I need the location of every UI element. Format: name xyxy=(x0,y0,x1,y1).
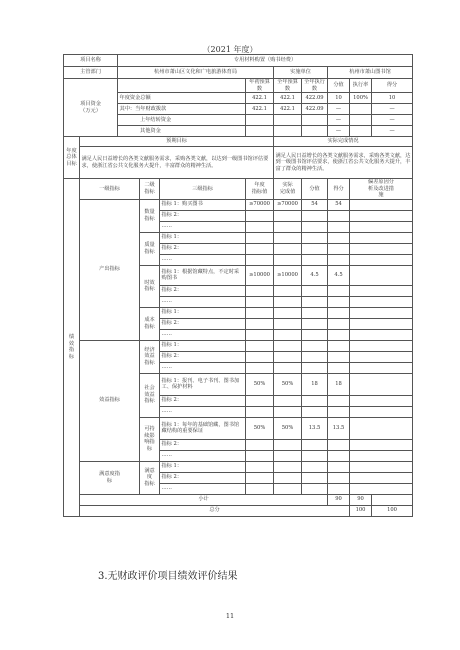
cost-indicator-label: 成本 指标 xyxy=(140,307,160,340)
indicator-col-header: 偏差原因分 析及改进措 施 xyxy=(350,179,413,200)
indicator-name: 指标 1：根据馆藏特点，不定时采购图书 xyxy=(160,265,246,285)
indicator-col-header: 实际 完成值 xyxy=(274,179,302,200)
dept-label: 主管部门 xyxy=(64,67,118,79)
subtotal-score: 90 xyxy=(350,494,372,505)
indicator-score: 13.5 xyxy=(328,417,350,439)
funds-row-label: 其他资金 xyxy=(118,126,246,137)
indicator-name: 指标 2： xyxy=(160,395,246,406)
indicator-actual: 50% xyxy=(274,373,302,395)
indicator-col-header: 得分 xyxy=(328,179,350,200)
funds-cell xyxy=(350,115,372,126)
indicator-name: 指标 2： xyxy=(160,472,246,483)
indicator-score-total: 4.5 xyxy=(302,265,328,285)
time-indicator-label: 时效 指标 xyxy=(140,265,160,307)
funds-col-header: 得分 xyxy=(372,79,413,93)
funds-row-label: 其中：当年财政拨款 xyxy=(118,104,246,115)
goals-actual-header: 实际完成情况 xyxy=(274,137,413,147)
funds-cell: — xyxy=(328,115,350,126)
funds-cell xyxy=(246,115,274,126)
indicator-name: 指标 1： xyxy=(160,307,246,318)
funds-cell xyxy=(302,115,328,126)
indicator-name: 指标 2： xyxy=(160,318,246,329)
funds-cell: 10 xyxy=(372,93,413,104)
indicator-name: …… xyxy=(160,296,246,307)
deviation-cell xyxy=(350,199,413,210)
funds-cell xyxy=(302,126,328,137)
impl-value: 杭州市萧山图书馆 xyxy=(328,67,413,79)
funds-col-header: 全年预算数 xyxy=(274,79,302,93)
indicator-name: 指标 2： xyxy=(160,243,246,254)
indicator-name: 指标 2： xyxy=(160,439,246,450)
funds-cell xyxy=(246,126,274,137)
goals-section-label: 年度 总体 目标 xyxy=(64,137,80,179)
indicator-target: ≥10000 xyxy=(246,265,274,285)
quantity-indicator-label: 数量 指标 xyxy=(140,199,160,232)
social-indicator-label: 社会 效益 指标 xyxy=(140,373,160,417)
indicators-section-label: 绩 效 指 标 xyxy=(64,179,80,517)
goals-expected-header: 预期目标 xyxy=(80,137,274,147)
total-label: 总分 xyxy=(80,505,350,516)
funds-cell: 422.09 xyxy=(302,104,328,115)
funds-cell xyxy=(274,126,302,137)
funds-cell xyxy=(274,115,302,126)
goals-actual-text: 满足人民日益增长的各类文献服务需求，采购各类文献，达到一级图书馆评估要求，使浙江省公共文化服务大提升，丰富了群众的精神生活。 xyxy=(274,147,413,179)
funds-row-label: 年度资金总额 xyxy=(118,93,246,104)
indicator-target: 50% xyxy=(246,373,274,395)
indicator-target: 50% xyxy=(246,417,274,439)
funds-cell: 10 xyxy=(328,93,350,104)
funds-row-label: 上年结转资金 xyxy=(118,115,246,126)
funds-header-blank xyxy=(118,79,246,93)
funds-cell: — xyxy=(372,126,413,137)
funds-cell: 422.1 xyxy=(246,93,274,104)
goals-expected-text: 满足人民日益增长的各类文献服务需求，采购各类文献，以达到一级图书馆评估要求，使浙江省公共文化服务大提升，丰富群众的精神生活。 xyxy=(80,147,274,179)
indicator-score: 18 xyxy=(328,373,350,395)
funds-cell: 422.1 xyxy=(274,104,302,115)
indicator-name: …… xyxy=(160,483,246,494)
indicator-score-total: 54 xyxy=(302,199,328,210)
page-title: （2021 年度） xyxy=(202,45,258,54)
subtotal-score-total: 90 xyxy=(328,494,350,505)
funds-cell: — xyxy=(372,104,413,115)
funds-col-header: 分值 xyxy=(328,79,350,93)
economic-indicator-label: 经济 效益 指标 xyxy=(140,340,160,373)
total-score-total: 100 xyxy=(350,505,372,516)
indicator-name: 指标 1：购买图书 xyxy=(160,199,246,210)
indicator-name: 指标 1：每年的基础馆藏，图书馆藏结构的重要保证 xyxy=(160,417,246,439)
project-name-value: 专用材料购置（购书经费） xyxy=(118,55,413,67)
funds-cell xyxy=(350,104,372,115)
output-indicator-label: 产出指标 xyxy=(80,199,140,340)
indicator-actual: 50% xyxy=(274,417,302,439)
funds-cell: 422.1 xyxy=(246,104,274,115)
indicator-col-header: 分值 xyxy=(302,179,328,200)
funds-col-header: 执行率 xyxy=(350,79,372,93)
funds-cell: 422.1 xyxy=(274,93,302,104)
indicator-name: 指标 1： xyxy=(160,232,246,243)
indicator-score: 4.5 xyxy=(328,265,350,285)
indicator-col-header: 三级指标 xyxy=(160,179,246,200)
indicator-name: …… xyxy=(160,221,246,232)
indicator-col-header: 年度 指标值 xyxy=(246,179,274,200)
indicator-score-total: 18 xyxy=(302,373,328,395)
indicator-score-total: 13.5 xyxy=(302,417,328,439)
performance-evaluation-table xyxy=(63,54,413,517)
indicator-name: 指标 1： xyxy=(160,340,246,351)
satisfaction-indicator-label: 满意度指 标 xyxy=(80,461,140,494)
benefit-indicator-label: 效益指标 xyxy=(80,340,140,461)
section-heading: 3.无财政评价项目绩效评价结果 xyxy=(98,571,238,582)
indicator-name: …… xyxy=(160,362,246,373)
funds-cell: — xyxy=(372,115,413,126)
sustainability-indicator-label: 可持 续影 响指 标 xyxy=(140,417,160,461)
funds-cell: — xyxy=(328,126,350,137)
funds-cell: 422.09 xyxy=(302,93,328,104)
satisfaction-sub-indicator-label: 满意 度 指标 xyxy=(140,461,160,494)
indicator-actual: ≥70000 xyxy=(274,199,302,210)
page-number: 11 xyxy=(225,612,235,620)
indicator-name: 指标 1： xyxy=(160,461,246,472)
indicator-name: …… xyxy=(160,406,246,417)
funds-cell: 100% xyxy=(350,93,372,104)
indicator-score: 54 xyxy=(328,199,350,210)
indicator-target: ≥70000 xyxy=(246,199,274,210)
indicator-name: 指标 1：报刊、电子书刊、图书加工、保护材料 xyxy=(160,373,246,395)
indicator-col-header: 一级指标 xyxy=(80,179,140,200)
subtotal-label: 小计 xyxy=(80,494,328,505)
funds-col-header: 年初预算数 xyxy=(246,79,274,93)
dept-value: 杭州市萧山区文化和广电旅游体育局 xyxy=(118,67,274,79)
indicator-name: 指标 2： xyxy=(160,210,246,221)
indicator-name: …… xyxy=(160,450,246,461)
indicator-name: …… xyxy=(160,254,246,265)
quality-indicator-label: 质量 指标 xyxy=(140,232,160,265)
indicator-col-header: 二级 指标 xyxy=(140,179,160,200)
indicator-name: 指标 2： xyxy=(160,285,246,296)
funds-section-label: 项目资金 （万元） xyxy=(64,79,118,137)
indicator-actual: ≥10000 xyxy=(274,265,302,285)
indicator-name: …… xyxy=(160,329,246,340)
funds-cell: — xyxy=(328,104,350,115)
impl-label: 实施单位 xyxy=(274,67,328,79)
total-score: 100 xyxy=(372,505,413,516)
indicator-name: 指标 2： xyxy=(160,351,246,362)
funds-col-header: 全年执行数 xyxy=(302,79,328,93)
project-name-label: 项目名称 xyxy=(64,55,118,67)
funds-cell xyxy=(350,126,372,137)
